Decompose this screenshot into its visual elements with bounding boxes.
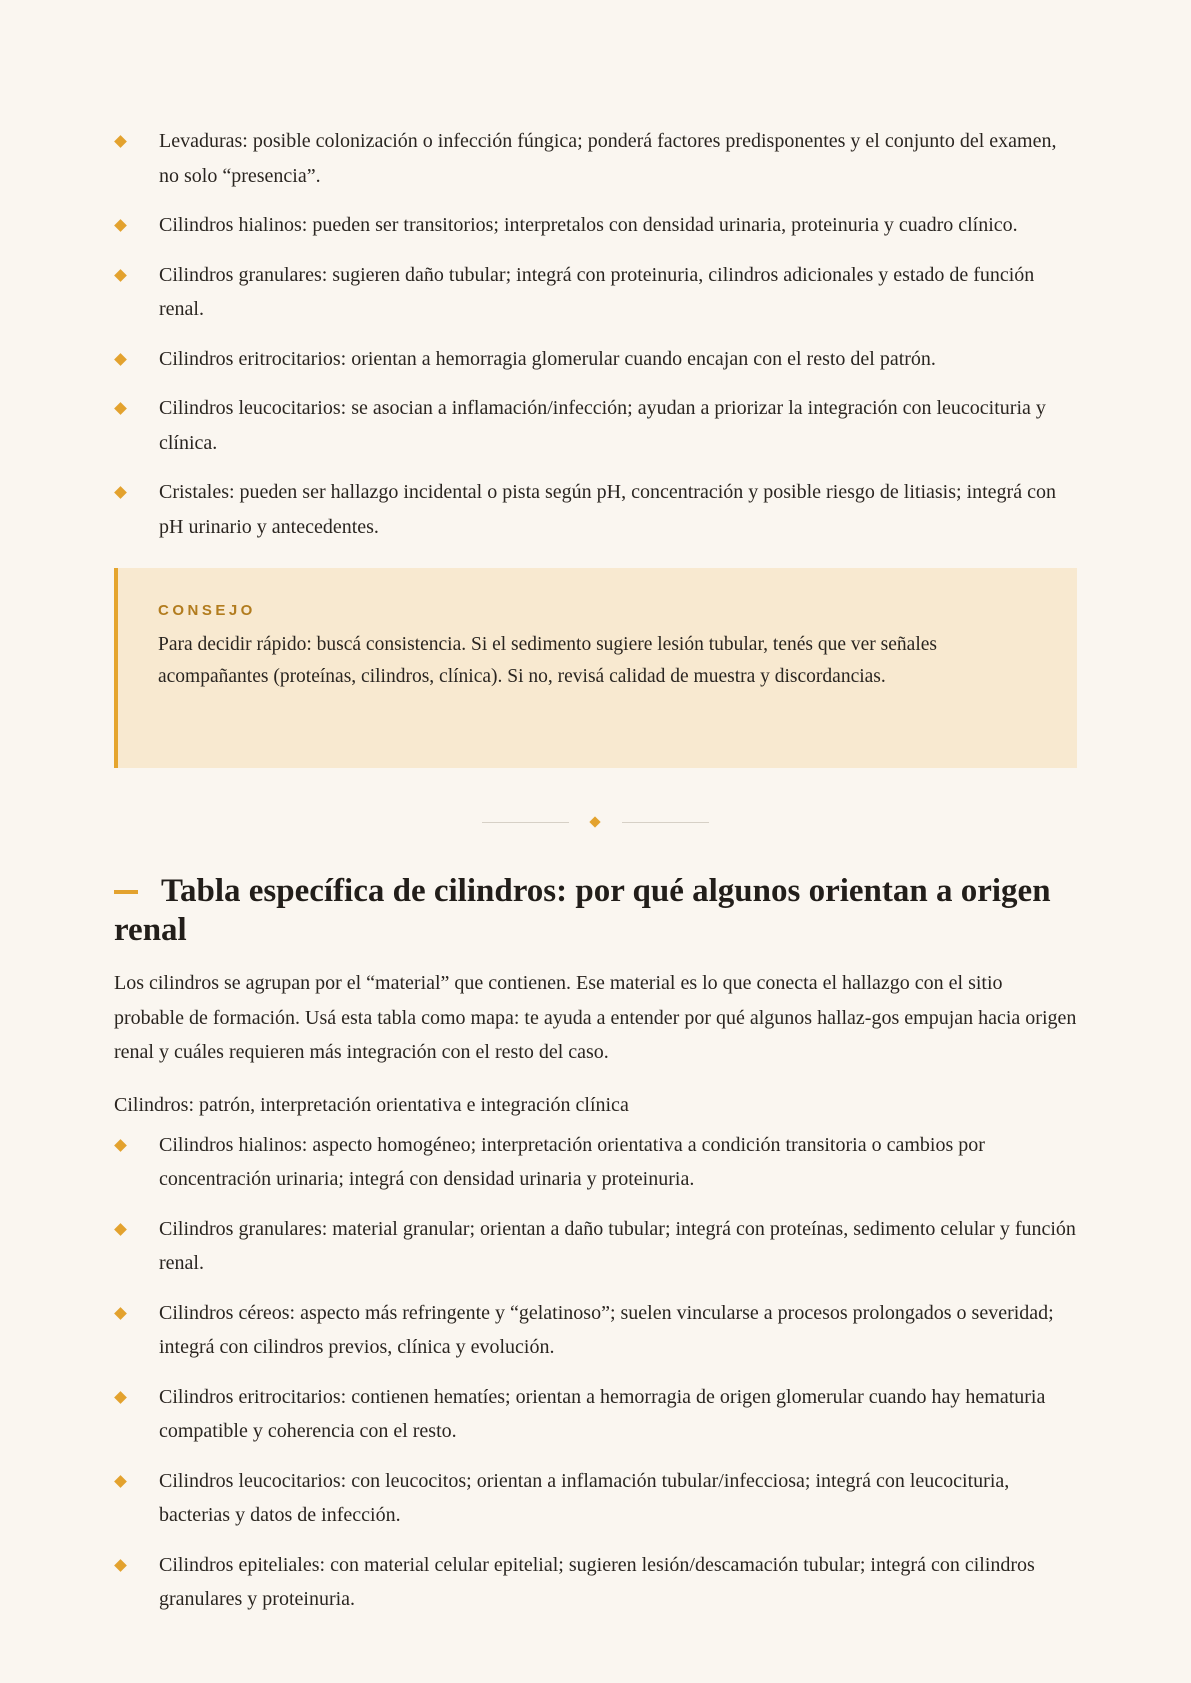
- list-item: [114, 1212, 1077, 1281]
- list-item-text: Cilindros granulares: material granular; orientan a daño tubular; integrá con proteínas, sedimento celular y función renal.: [159, 1217, 1076, 1274]
- section-heading-text: Tabla específica de cilindros: por qué algunos orientan a origen renal: [114, 873, 1051, 948]
- diamond-bullet-icon: [114, 1307, 127, 1320]
- diamond-bullet-icon: [114, 135, 127, 148]
- list-item-text: Cilindros leucocitarios: se asocian a inflamación/infección; ayudan a priorizar la integración con leucocituria y clínica.: [159, 397, 1046, 454]
- diamond-bullet-icon: [114, 1475, 127, 1488]
- diamond-bullet-icon: [114, 1223, 127, 1236]
- diamond-bullet-icon: [114, 219, 127, 232]
- heading-dash-icon: [114, 890, 138, 894]
- list-item-text: Cilindros eritrocitarios: contienen hematíes; orientan a hemorragia de origen glomerular cuando hay hematuria compatible y coherencia con el resto.: [159, 1385, 1046, 1442]
- casts-list: [114, 1128, 1077, 1617]
- list-item: [114, 342, 1077, 377]
- tip-text: Para decidir rápido: buscá consistencia. Si el sedimento sugiere lesión tubular, tenés que ver señales acompañantes (proteínas, cilindros, clínica). Si no, revisá calidad de muestra y discordancias.: [158, 634, 937, 687]
- list-item-text: Cilindros hialinos: pueden ser transitorios; interpretalos con densidad urinaria, proteinuria y cuadro clínico.: [159, 214, 1018, 236]
- list-item-text: Cilindros eritrocitarios: orientan a hemorragia glomerular cuando encajan con el resto del patrón.: [159, 347, 936, 370]
- list-item: [114, 1296, 1077, 1365]
- intro-paragraph: Los cilindros se agrupan por el “material” que contienen. Ese material es lo que conecta el hallazgo con el sitio probable de formación. Usá esta tabla como mapa: te ayuda a entender por qué algunos hallaz-gos empujan hacia origen renal y cuáles requieren más integración con el resto del caso.: [114, 972, 1077, 1063]
- list-item-text: Cilindros hialinos: aspecto homogéneo; interpretación orientativa a condición transitoria o cambios por concentración urinaria; integrá con densidad urinaria y proteinuria.: [159, 1133, 985, 1190]
- list-item: [114, 208, 1077, 243]
- diamond-bullet-icon: [114, 1559, 127, 1572]
- divider-line-right: [622, 822, 709, 823]
- divider-diamond-icon: [589, 816, 600, 827]
- table-caption: Cilindros: patrón, interpretación orientativa e integración clínica: [114, 1093, 629, 1116]
- list-item: [114, 1128, 1077, 1197]
- list-item: [114, 258, 1077, 327]
- list-item: [114, 1380, 1077, 1449]
- list-item-text: Cilindros epiteliales: con material celular epitelial; sugieren lesión/descamación tubular; integrá con cilindros granulares y proteinuria.: [159, 1553, 1035, 1610]
- divider-line-left: [482, 822, 569, 823]
- list-item: [114, 1548, 1077, 1617]
- tip-label: CONSEJO: [158, 602, 256, 619]
- list-item: [114, 475, 1077, 544]
- diamond-bullet-icon: [114, 402, 127, 415]
- section-divider: [114, 812, 1077, 832]
- list-item-text: Cristales: pueden ser hallazgo incidental o pista según pH, concentración y posible riesgo de litiasis; integrá con pH urinario y antecedentes.: [159, 481, 1056, 538]
- list-item-text: Levaduras: posible colonización o infección fúngica; ponderá factores predisponentes y el conjunto del examen, no solo “presencia”.: [159, 130, 1057, 187]
- section-heading: [114, 872, 1077, 950]
- list-item-text: Cilindros céreos: aspecto más refringente y “gelatinoso”; suelen vincularse a procesos prolongados o severidad; integrá con cilindros previos, clínica y evolución.: [159, 1301, 1054, 1358]
- diamond-bullet-icon: [114, 486, 127, 499]
- list-item-text: Cilindros leucocitarios: con leucocitos; orientan a inflamación tubular/infecciosa; integrá con leucocituria, bacterias y datos de infección.: [159, 1469, 1010, 1526]
- list-item: [114, 1464, 1077, 1533]
- diamond-bullet-icon: [114, 1391, 127, 1404]
- list-item-text: Cilindros granulares: sugieren daño tubular; integrá con proteinuria, cilindros adicionales y estado de función renal.: [159, 263, 1035, 320]
- diamond-bullet-icon: [114, 269, 127, 282]
- list-item: [114, 391, 1077, 460]
- document-page: [114, 124, 1077, 1632]
- findings-list: [114, 124, 1077, 544]
- list-item: [114, 124, 1077, 193]
- diamond-bullet-icon: [114, 353, 127, 366]
- diamond-bullet-icon: [114, 1139, 127, 1152]
- tip-callout: [114, 568, 1077, 768]
